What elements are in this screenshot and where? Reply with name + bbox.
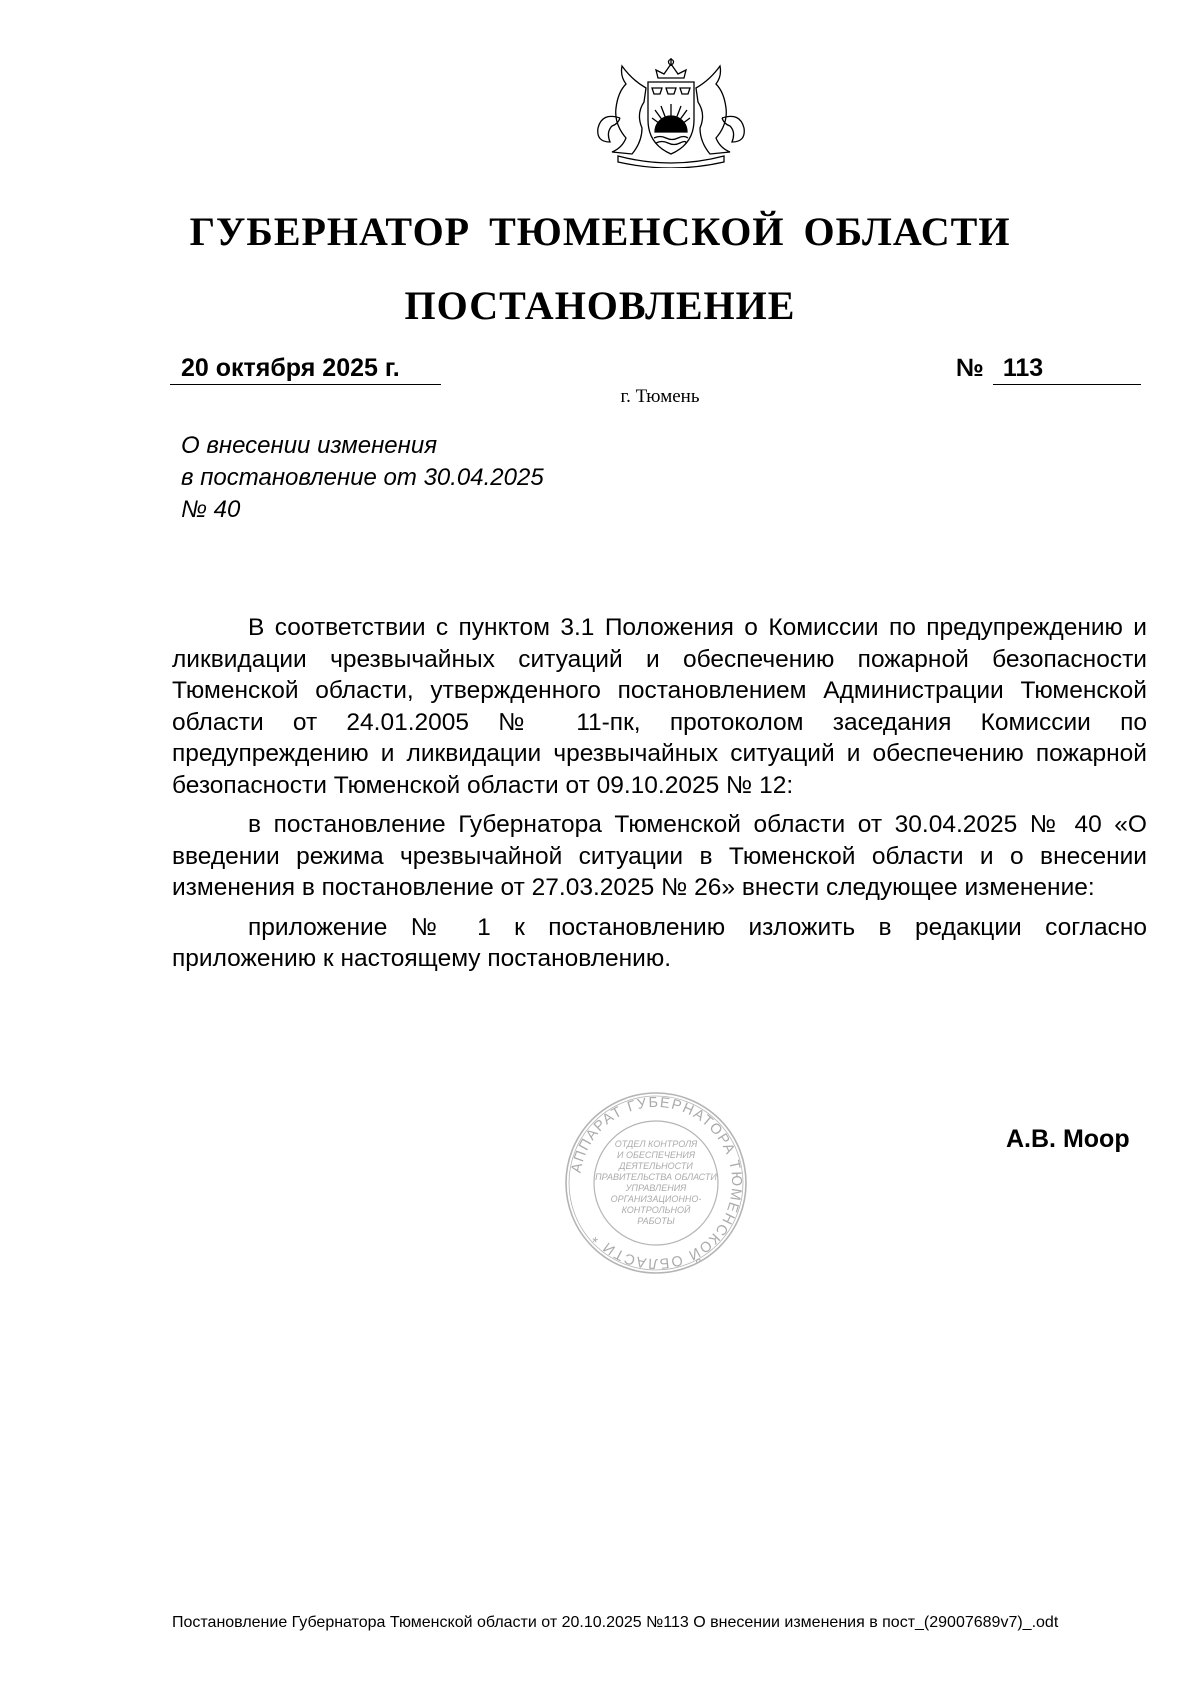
svg-text:КОНТРОЛЬНОЙ: КОНТРОЛЬНОЙ	[621, 1205, 691, 1215]
official-stamp	[563, 1090, 749, 1276]
body-paragraph: в постановление Губернатора Тюменской области от 30.04.2025 № 40 «О введении режима чрезвычайной ситуации в Тюменской области и о внесении изменения в постановление от 27.03.2025 № 26» внести следующее изменение:	[172, 811, 1147, 901]
document-subject	[181, 430, 544, 526]
number-label: №	[956, 354, 984, 382]
signatory-name: А.В. Моор	[1006, 1125, 1130, 1153]
org-title: ГУБЕРНАТОР ТЮМЕНСКОЙ ОБЛАСТИ	[189, 209, 1011, 254]
document-body	[172, 612, 1147, 975]
document-number: 113	[993, 353, 1141, 385]
svg-text:АППАРАТ ГУБЕРНАТОРА ТЮМЕНСКОЙ: АППАРАТ ГУБЕРНАТОРА ТЮМЕНСКОЙ ОБЛАСТИ *	[568, 1094, 745, 1272]
svg-text:ОРГАНИЗАЦИОННО-: ОРГАНИЗАЦИОННО-	[610, 1194, 702, 1204]
document-number-block	[956, 353, 1141, 384]
body-paragraph: приложение № 1 к постановлению изложить в редакции согласно приложению к настоящему постановлению.	[172, 913, 1147, 972]
svg-text:ОТДЕЛ КОНТРОЛЯ: ОТДЕЛ КОНТРОЛЯ	[614, 1139, 698, 1149]
svg-text:ПРАВИТЕЛЬСТВА ОБЛАСТИ: ПРАВИТЕЛЬСТВА ОБЛАСТИ	[595, 1172, 717, 1182]
subject-line: О внесении изменения	[181, 432, 438, 459]
coat-of-arms-icon	[592, 58, 750, 168]
svg-text:ДЕЯТЕЛЬНОСТИ: ДЕЯТЕЛЬНОСТИ	[619, 1161, 693, 1171]
body-paragraph: В соответствии с пунктом 3.1 Положения о Комиссии по предупреждению и ликвидации чрезвычайных ситуаций и обеспечению пожарной безопасности Тюменской области, утвержденного постановлением Администрации Тюменской области от 24.01.2005 № 11-пк, протоколом заседания Комиссии по предупреждению и ликвидации чрезвычайных ситуаций и обеспечению пожарной безопасности Тюменской области от 09.10.2025 № 12:	[172, 614, 1147, 799]
svg-text:РАБОТЫ: РАБОТЫ	[637, 1216, 675, 1226]
file-footer: Постановление Губернатора Тюменской области от 20.10.2025 №113 О внесении изменения в пост_(29007689v7)_.odt	[172, 1614, 1059, 1631]
subject-line: в постановление от 30.04.2025	[181, 464, 544, 491]
svg-text:УПРАВЛЕНИЯ: УПРАВЛЕНИЯ	[625, 1183, 687, 1193]
document-date: 20 октября 2025 г.	[170, 353, 441, 385]
city: г. Тюмень	[620, 386, 700, 407]
document-type: ПОСТАНОВЛЕНИЕ	[404, 283, 796, 328]
subject-line: № 40	[181, 496, 241, 523]
svg-text:И ОБЕСПЕЧЕНИЯ: И ОБЕСПЕЧЕНИЯ	[617, 1150, 695, 1160]
